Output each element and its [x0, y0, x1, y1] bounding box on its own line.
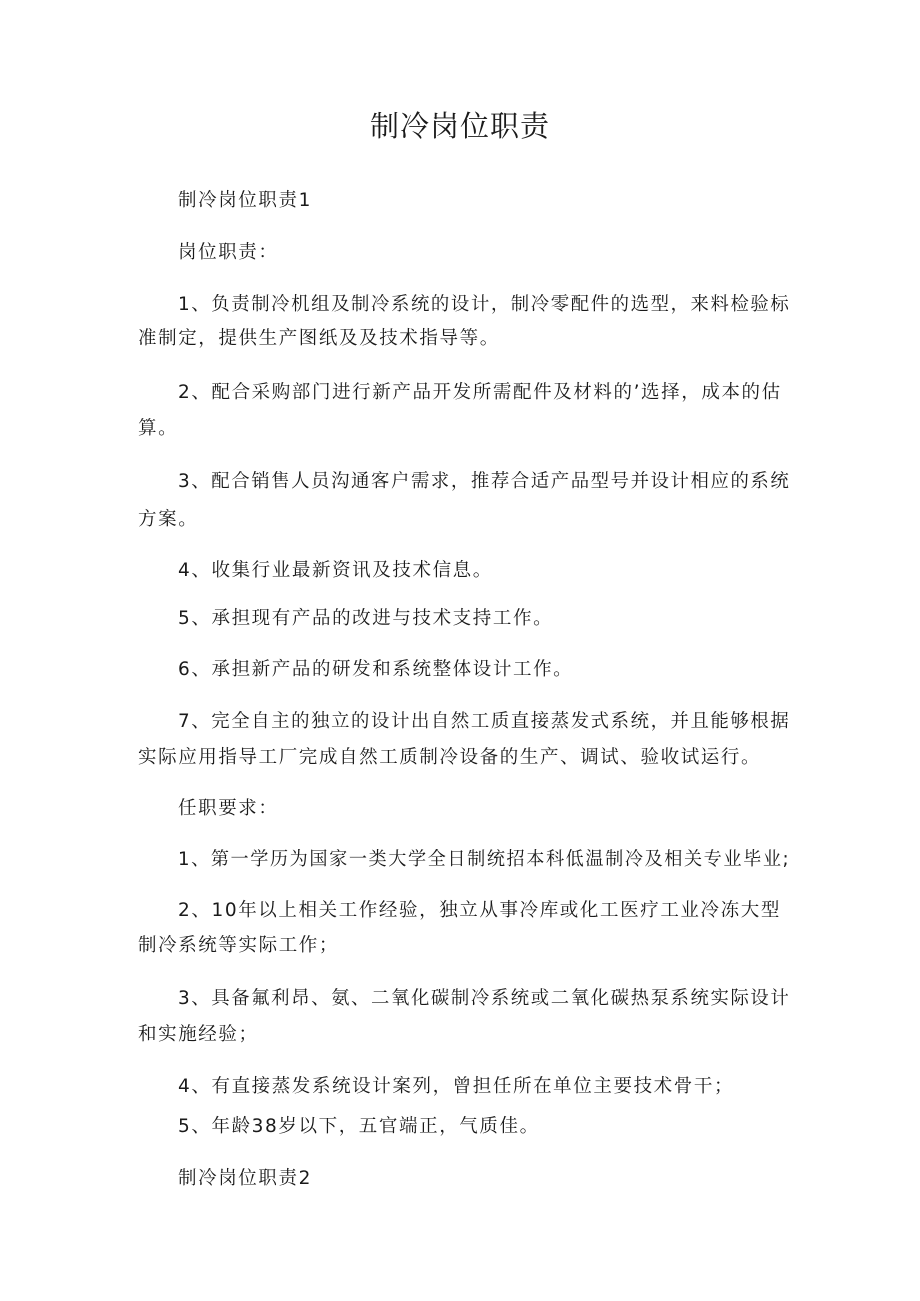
section-heading-1: 制冷岗位职责1: [178, 190, 312, 211]
section-heading-2: 制冷岗位职责2: [178, 1168, 312, 1189]
duty-1-line-2: 准制定，提供生产图纸及及技术指导等。: [138, 328, 500, 349]
duty-6: 6、承担新产品的研发和系统整体设计工作。: [178, 659, 574, 680]
duty-3-line-2: 方案。: [138, 509, 199, 530]
page-title: 制冷岗位职责: [369, 109, 550, 143]
requirement-5: 5、年龄38岁以下，五官端正，气质佳。: [178, 1116, 540, 1137]
requirement-3-line-2: 和实施经验；: [138, 1024, 259, 1045]
requirement-2-line-2: 制冷系统等实际工作；: [138, 935, 340, 956]
duty-3-line-1: 3、配合销售人员沟通客户需求，推荐合适产品型号并设计相应的系统: [178, 471, 791, 492]
duties-heading: 岗位职责：: [178, 242, 279, 263]
duty-2-line-1: 2、配合采购部门进行新产品开发所需配件及材料的’选择，成本的估: [178, 382, 782, 403]
duty-5: 5、承担现有产品的改进与技术支持工作。: [178, 608, 554, 629]
duty-7-line-1: 7、完全自主的独立的设计出自然工质直接蒸发式系统，并且能够根据: [178, 711, 791, 732]
requirements-heading: 任职要求：: [178, 798, 279, 819]
duty-4: 4、收集行业最新资讯及技术信息。: [178, 560, 493, 581]
requirement-2-line-1: 2、10年以上相关工作经验，独立从事冷库或化工医疗工业冷冻大型: [178, 900, 781, 921]
requirement-4: 4、有直接蒸发系统设计案列，曾担任所在单位主要技术骨干；: [178, 1076, 735, 1097]
duty-1-line-1: 1、负责制冷机组及制冷系统的设计，制冷零配件的选型，来料检验标: [178, 294, 791, 315]
requirement-1: 1、第一学历为国家一类大学全日制统招本科低温制冷及相关专业毕业;: [178, 849, 791, 870]
requirement-3-line-1: 3、具备氟利昂、氨、二氧化碳制冷系统或二氧化碳热泵系统实际设计: [178, 988, 791, 1009]
duty-2-line-2: 算。: [138, 418, 179, 439]
duty-7-line-2: 实际应用指导工厂完成自然工质制冷设备的生产、调试、验收试运行。: [138, 747, 762, 768]
